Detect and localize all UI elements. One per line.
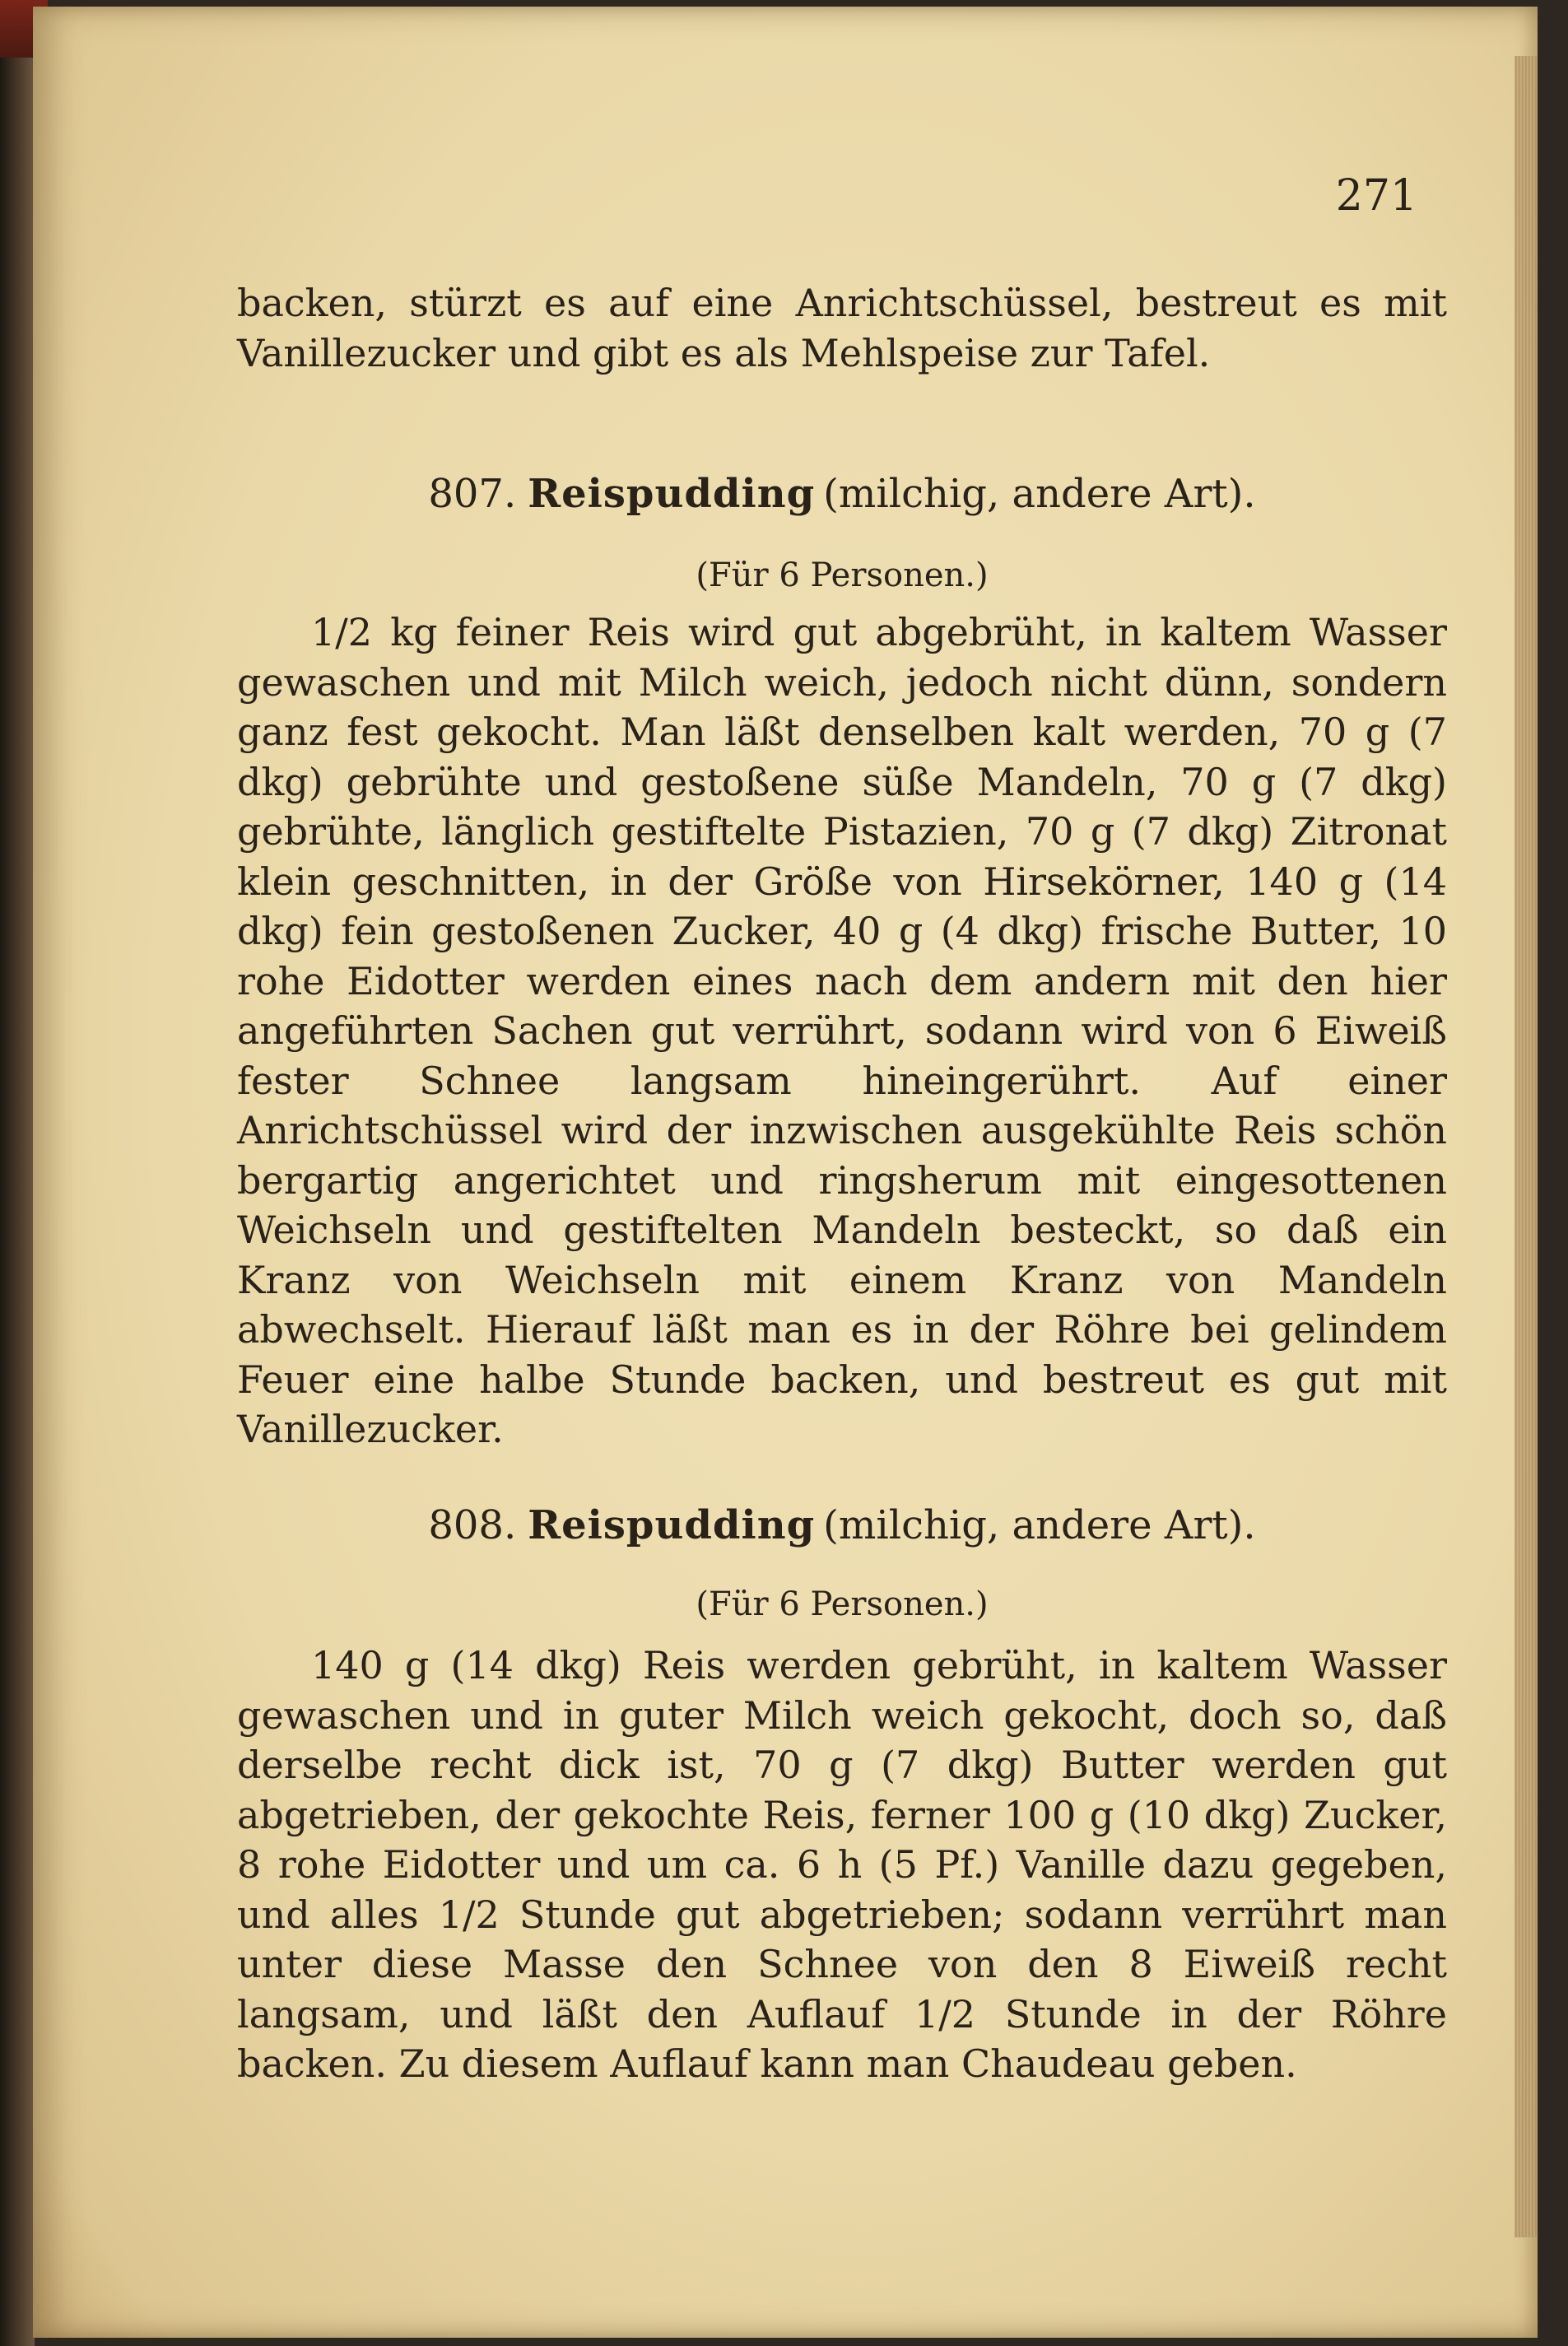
recipe-807-number: 807. — [428, 471, 517, 517]
recipe-808-qualifier: (milchig, andere Art). — [823, 1502, 1256, 1548]
recipe-808-title: Reispudding — [528, 1502, 816, 1548]
page-edge-stack — [1514, 56, 1538, 2237]
recipe-807-body-text: 1/2 kg feiner Reis wird gut abgebrüht, in kaltem Wasser gewaschen und mit Milch weich, jedoch nicht dünn, sondern ganz fest gekocht. Man läßt denselben kalt werden, 70 g (7 dkg) gebrühte und gestoßene süße Mandeln, 70 g (7 dkg) gebrühte, länglich gestiftelte Pistazien, 70 g (7 dkg) Zitronat klein geschnitten, in der Größe von Hirsekörner, 140 g (14 dkg) fein gestoßenen Zucker, 40 g (4 dkg) frische Butter, 10 rohe Eidotter werden eines nach dem andern mit den hier angeführten Sachen gut verrührt, sodann wird von 6 Eiweiß fester Schnee langsam hineingerührt. Auf einer Anrichtschüssel wird der inzwischen ausgekühlte Reis schön bergartig angerichtet und ringsherum mit eingesottenen Weichseln und gestiftelten Mandeln besteckt, so daß ein Kranz von Weichseln mit einem Kranz von Mandeln abwechselt. Hierauf läßt man es in der Röhre bei gelindem Feuer eine halbe Stunde backen, und bestreut es gut mit Vanillezucker. — [237, 610, 1447, 1451]
page-sheet — [33, 7, 1538, 2338]
recipe-808-body — [237, 1641, 1447, 2089]
book-spine — [0, 0, 35, 2346]
intro-paragraph: backen, stürzt es auf eine Anrichtschüssel, bestreut es mit Vanillezucker und gibt es als Mehlspeise zur Tafel. — [237, 281, 1447, 375]
recipe-808-servings: (Für 6 Personen.) — [696, 1585, 989, 1623]
recipe-807-heading — [237, 469, 1447, 519]
recipe-807-servings: (Für 6 Personen.) — [696, 556, 989, 594]
recipe-808-number: 808. — [428, 1502, 517, 1548]
recipe-808-body-text: 140 g (14 dkg) Reis werden gebrüht, in kaltem Wasser gewaschen und in guter Milch weich gekocht, doch so, daß derselbe recht dick ist, 70 g (7 dkg) Butter werden gut abgetrieben, der gekochte Reis, ferner 100 g (10 dkg) Zucker, 8 rohe Eidotter und um ca. 6 h (5 Pf.) Vanille dazu gegeben, und alles 1/2 Stunde gut abgetrieben; sodann verrührt man unter diese Masse den Schnee von den 8 Eiweiß recht langsam, und läßt den Auflauf 1/2 Stunde in der Röhre backen. Zu diesem Auflauf kann man Chaudeau geben. — [237, 1643, 1447, 2086]
recipe-807-body — [237, 607, 1447, 1455]
page-number: 271 — [1335, 171, 1417, 221]
recipe-808-heading — [237, 1501, 1447, 1550]
recipe-807-qualifier: (milchig, andere Art). — [823, 471, 1256, 517]
recipe-807-title: Reispudding — [528, 471, 816, 517]
